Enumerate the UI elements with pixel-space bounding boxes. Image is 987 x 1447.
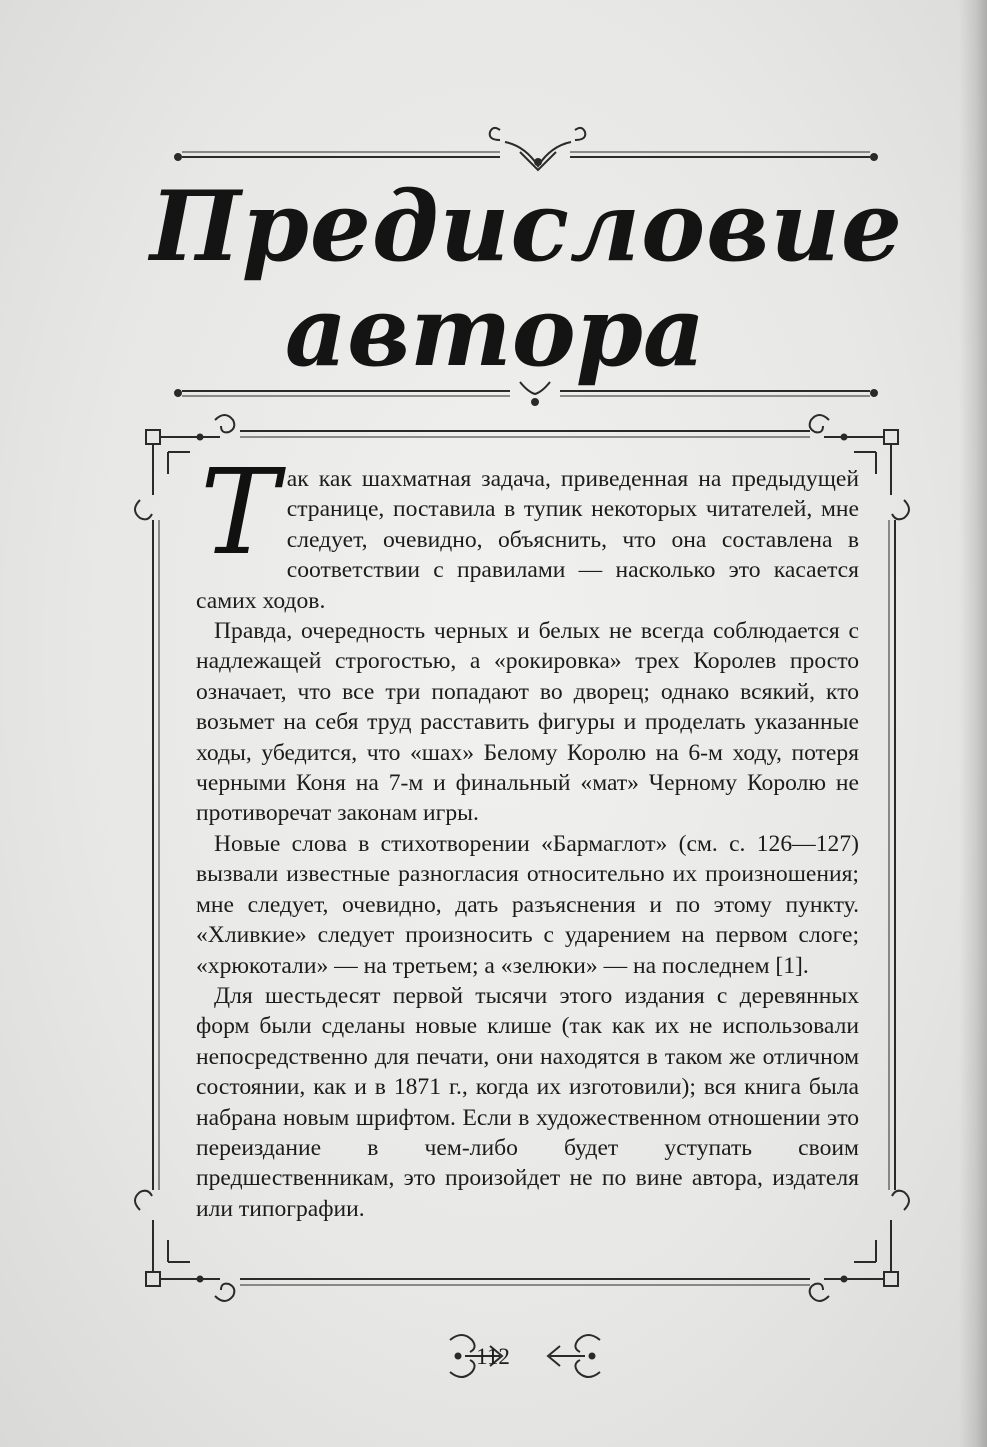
paragraph-1 bbox=[196, 443, 859, 616]
paragraph-3: Новые слова в стихотворении «Бармаглот» (см. с. 126—127) вызвали известные разногласия относительно их произношения; мне следует, очевидно, дать разъяснения и по этому пункту. «Хливкие» следует произносить с ударением на первом слоге; «хрюкотали» — на третьем; а «зелюки» — на последнем [1]. bbox=[196, 830, 859, 979]
chapter-title-line-1: Предисловие bbox=[150, 170, 904, 283]
paragraph-4: Для шестьдесят первой тысячи этого издания с деревянных форм были сделаны новые клише (так как их не использовали непосредственно для печати, они находятся в таком же отличном состоянии, как и в 1871 г., когда их изготовили); вся книга была набрана новым шрифтом. Если в художественном отношении это переиздание в чем-либо будет уступать своим предшественникам, это произойдет не по вине автора, издателя или типографии. bbox=[196, 982, 859, 1222]
chapter-title-line-2: автора bbox=[284, 275, 706, 388]
top-ornament bbox=[175, 128, 877, 170]
drop-cap: Т bbox=[200, 443, 279, 581]
body-text bbox=[196, 443, 859, 1224]
paragraph-2: Правда, очередность черных и белых не всегда соблюдается с надлежащей строгостью, а «рокировка» трех Королев просто означает, что все три попадают во дворец; однако всякий, кто возьмет на себя труд расставить фигуры и проделать указанные ходы, убедится, что «шах» Белому Королю на 6-м ходу, потеря черными Коня на 7-м и финальный «мат» Черному Королю не противоречат законам игры. bbox=[196, 618, 859, 827]
paragraph-1-text: ак как шахматная задача, приведенная на предыдущей странице, поставила в тупик некоторых читателей, мне следует, очевидно, объяснить, что она составлена в соответствии с правилами — насколько это касается самих ходов. bbox=[196, 466, 859, 614]
page-number-ornament-right bbox=[548, 1335, 600, 1377]
page-number: 112 bbox=[476, 1344, 510, 1369]
